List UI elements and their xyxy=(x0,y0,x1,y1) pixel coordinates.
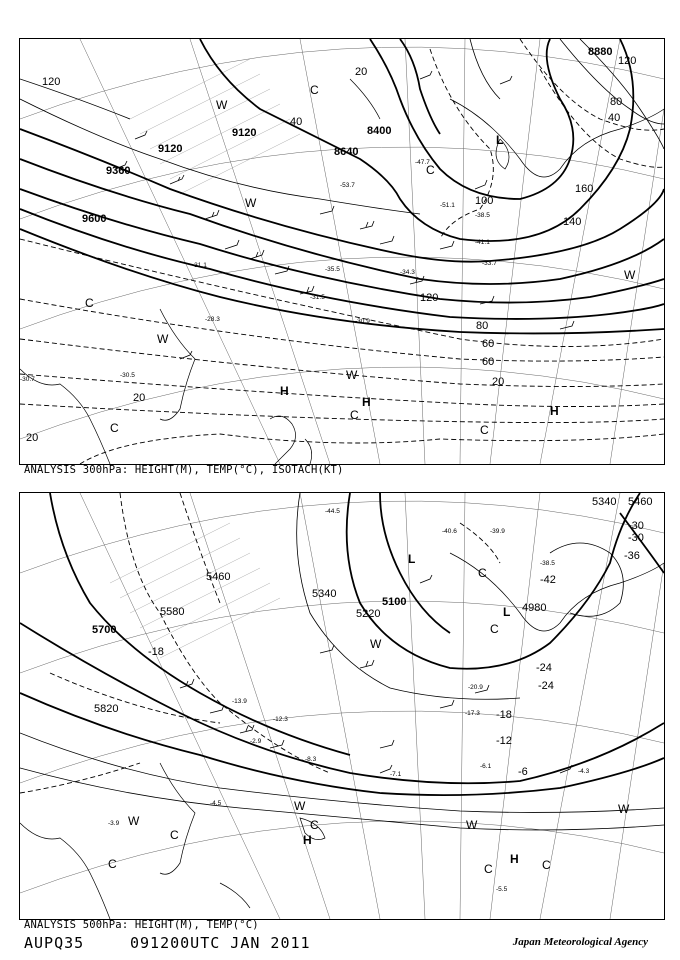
station-temp: -4.5 xyxy=(210,800,222,807)
warm-mark: W xyxy=(216,98,228,112)
cold-mark: C xyxy=(478,566,487,580)
terrain-hatching xyxy=(130,59,303,194)
warm-mark: W xyxy=(128,814,140,828)
temperature-label: -18 xyxy=(496,709,512,721)
temperature-label: -12 xyxy=(496,735,512,747)
high-center: H xyxy=(303,833,312,847)
cold-mark: C xyxy=(484,862,493,876)
height-label: 9360 xyxy=(106,165,131,177)
cold-mark: C xyxy=(426,163,435,177)
cold-mark: C xyxy=(350,408,359,422)
station-temp: -38.5 xyxy=(475,212,490,219)
isotherm-contours xyxy=(20,493,664,830)
station-temp: -31.1 xyxy=(192,262,207,269)
isotach-label: 20 xyxy=(26,432,39,444)
height-label: 5460 xyxy=(628,496,653,508)
station-temp: -35.5 xyxy=(325,266,340,273)
agency-credit: Japan Meteorological Agency xyxy=(512,936,648,948)
isotach-label: 80 xyxy=(610,96,623,108)
isotach-label: 40 xyxy=(608,112,621,124)
low-center: L xyxy=(496,133,504,147)
chart-id: AUPQ35 xyxy=(24,934,85,952)
isotach-label: 80 xyxy=(476,320,489,332)
cold-mark: C xyxy=(110,421,119,435)
station-temp: -30.5 xyxy=(120,372,135,379)
station-temp: -30.9 xyxy=(355,318,370,325)
cold-mark: C xyxy=(310,83,319,97)
warm-mark: W xyxy=(346,368,358,382)
temperature-label: -18 xyxy=(148,646,164,658)
cold-mark: C xyxy=(108,857,117,871)
high-center: H xyxy=(510,852,519,866)
high-center: H xyxy=(280,384,289,398)
cold-mark: C xyxy=(310,818,319,832)
cold-mark: C xyxy=(542,858,551,872)
station-temp: -31.5 xyxy=(310,294,325,301)
height-label: 8400 xyxy=(367,125,392,137)
height-label: 4980 xyxy=(522,602,547,614)
height-contours xyxy=(20,493,664,795)
height-label: 5460 xyxy=(206,571,231,583)
height-label: 8640 xyxy=(334,146,359,158)
analysis-500hpa-map xyxy=(19,492,665,920)
height-label: 5820 xyxy=(94,703,119,715)
station-temp: -30.7 xyxy=(20,376,35,383)
isotach-label: 60 xyxy=(482,338,495,350)
isotach-label: 160 xyxy=(575,183,594,195)
station-temp: -38.5 xyxy=(540,560,555,567)
height-labels-500 xyxy=(92,496,652,715)
station-temp: -12.3 xyxy=(273,716,288,723)
low-center: L xyxy=(503,605,511,619)
cold-mark: C xyxy=(85,296,94,310)
station-temp: -34.3 xyxy=(400,269,415,276)
height-label: 5580 xyxy=(160,606,185,618)
isotach-label: 20 xyxy=(133,392,146,404)
warm-mark: W xyxy=(157,332,169,346)
station-temp: -3.9 xyxy=(108,820,120,827)
station-temp: -53.7 xyxy=(340,182,355,189)
station-temp: -5.5 xyxy=(496,886,508,893)
height-label: 9600 xyxy=(82,213,107,225)
terrain-hatching xyxy=(110,523,280,658)
station-temp: -13.9 xyxy=(232,698,247,705)
station-temp: -8.3 xyxy=(305,756,317,763)
graticule-meridians xyxy=(80,39,664,464)
height-label: 8880 xyxy=(588,46,613,58)
isotach-labels-300 xyxy=(26,55,636,444)
warm-mark: W xyxy=(245,196,257,210)
air-mass-marks-300 xyxy=(85,83,636,437)
isotach-label: 40 xyxy=(290,116,303,128)
valid-time: 091200UTC JAN 2011 xyxy=(130,934,311,952)
isotach-label: 140 xyxy=(563,216,582,228)
station-temp: -4.3 xyxy=(578,768,590,775)
temperature-label: -30 xyxy=(628,520,644,532)
isotach-contours xyxy=(20,39,664,464)
station-temp: -41.1 xyxy=(475,239,490,246)
height-label: 5220 xyxy=(356,608,381,620)
high-center: H xyxy=(550,404,559,418)
height-label: 5340 xyxy=(592,496,617,508)
isotach-label: 120 xyxy=(42,76,61,88)
station-temp: -40.6 xyxy=(442,528,457,535)
analysis-300hpa-map xyxy=(19,38,665,465)
isotach-label: 120 xyxy=(420,292,439,304)
warm-mark: W xyxy=(370,637,382,651)
station-temp: -47.7 xyxy=(415,159,430,166)
temperature-labels-500 xyxy=(148,520,644,778)
station-temp: -39.9 xyxy=(490,528,505,535)
isotach-label: 100 xyxy=(475,195,494,207)
high-center: H xyxy=(362,395,371,409)
height-labels-300 xyxy=(82,46,612,225)
station-temp: -20.9 xyxy=(468,684,483,691)
warm-mark: W xyxy=(624,268,636,282)
temperature-label: -30 xyxy=(628,532,644,544)
station-temp: -2.9 xyxy=(250,738,262,745)
graticule-parallels xyxy=(20,501,664,893)
warm-mark: W xyxy=(466,818,478,832)
temperature-label: -6 xyxy=(518,766,528,778)
cold-mark: C xyxy=(170,828,179,842)
pressure-centers-300 xyxy=(280,133,559,418)
warm-mark: W xyxy=(294,799,306,813)
temperature-label: -42 xyxy=(540,574,556,586)
low-center: L xyxy=(408,552,416,566)
station-temp: -44.5 xyxy=(325,508,340,515)
isotach-label: 20 xyxy=(355,66,368,78)
height-label: 5700 xyxy=(92,624,117,636)
isotach-label: 60 xyxy=(482,356,495,368)
cold-mark: C xyxy=(490,622,499,636)
caption-300hpa: ANALYSIS 300hPa: HEIGHT(M), TEMP(°C), ISOTACH(KT) xyxy=(24,464,344,476)
map-500hpa-drawing xyxy=(20,493,664,919)
isotach-label: 20 xyxy=(492,376,505,388)
wind-barbs xyxy=(115,71,574,359)
temperature-label: -24 xyxy=(536,662,552,674)
height-label: 5340 xyxy=(312,588,337,600)
station-temp: -51.1 xyxy=(440,202,455,209)
height-label: 9120 xyxy=(232,127,257,139)
map-300hpa-drawing xyxy=(20,39,664,464)
height-label: 5100 xyxy=(382,596,407,608)
cold-mark: C xyxy=(480,423,489,437)
station-temp: -33.7 xyxy=(482,260,497,267)
station-temp: -17.3 xyxy=(465,710,480,717)
station-temp: -28.3 xyxy=(205,316,220,323)
isotach-label: 120 xyxy=(618,55,637,67)
warm-mark: W xyxy=(618,802,630,816)
caption-500hpa: ANALYSIS 500hPa: HEIGHT(M), TEMP(°C) xyxy=(24,919,259,931)
station-plots-300 xyxy=(20,159,497,383)
temperature-label: -36 xyxy=(624,550,640,562)
station-temp: -6.1 xyxy=(480,763,492,770)
height-label: 9120 xyxy=(158,143,183,155)
station-temp: -7.1 xyxy=(390,771,402,778)
temperature-label: -24 xyxy=(538,680,554,692)
